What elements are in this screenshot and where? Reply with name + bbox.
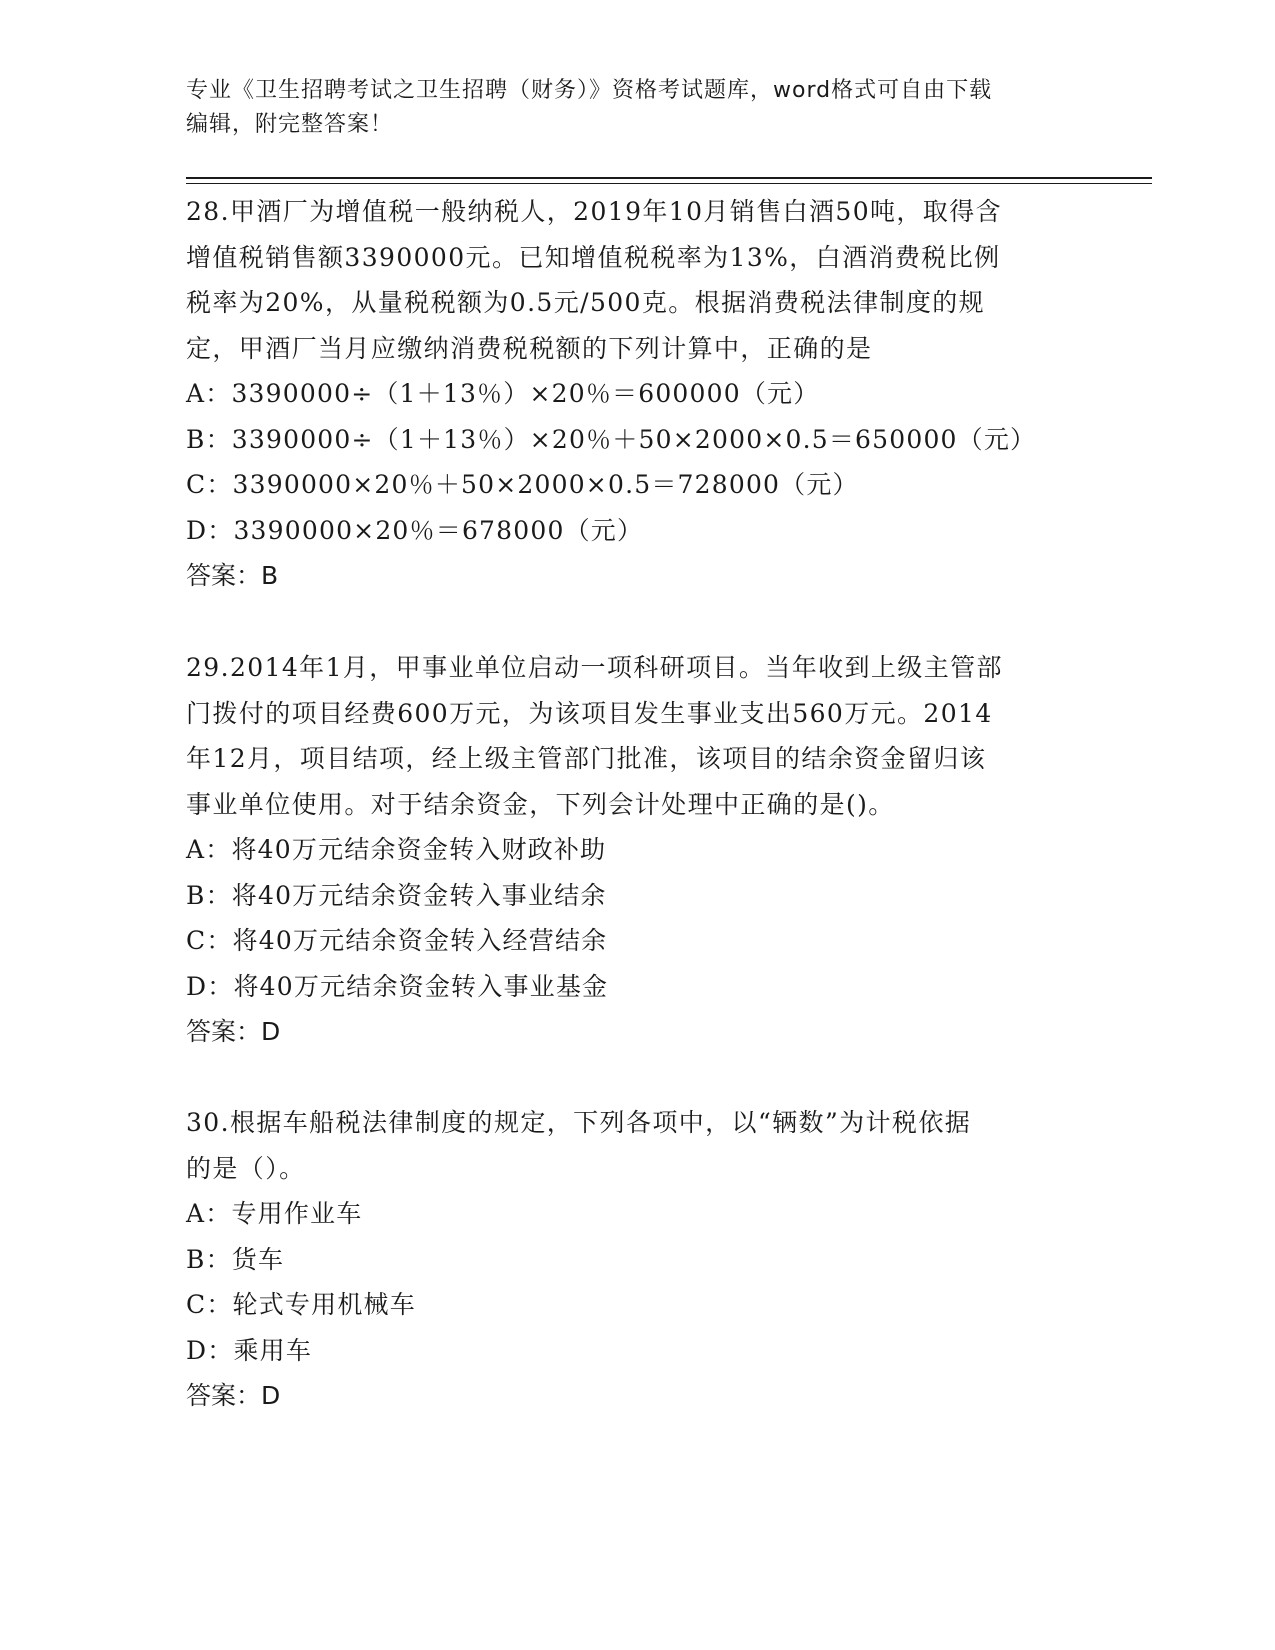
question-stem-line: 28.甲酒厂为增值税一般纳税人，2019年10月销售白酒50吨，取得含: [186, 197, 1003, 226]
option-a: A：3390000÷（1＋13％）×20％＝600000（元）: [186, 379, 820, 408]
question-30: [186, 1100, 1086, 1419]
question-29: [186, 645, 1086, 1055]
answer-label: 答案：B: [186, 561, 279, 590]
option-d: D：3390000×20％＝678000（元）: [186, 515, 644, 545]
question-stem-line: 税率为20%，从量税税额为0.5元/500克。根据消费税法律制度的规: [186, 288, 986, 317]
question-stem-line: 事业单位使用。对于结余资金，下列会计处理中正确的是()。: [186, 789, 895, 819]
question-28: [186, 189, 1086, 599]
option-b: B：3390000÷（1＋13％）×20％＋50×2000×0.5＝650000（元）: [186, 424, 1037, 454]
option-c: C：将40万元结余资金转入经营结余: [186, 926, 608, 955]
question-stem-line: 的是（）。: [186, 1153, 306, 1183]
answer-label: 答案：D: [186, 1017, 281, 1046]
document-header: [186, 74, 1076, 142]
option-b: B：将40万元结余资金转入事业结余: [186, 880, 607, 910]
question-stem-line: 门拨付的项目经费600万元，为该项目发生事业支出560万元。2014: [186, 698, 993, 728]
answer-label: 答案：D: [186, 1381, 281, 1410]
header-divider-thin: [186, 183, 1152, 184]
question-stem-line: 30.根据车船税法律制度的规定，下列各项中，以“辆数”为计税依据: [186, 1108, 972, 1137]
question-stem-line: 年12月，项目结项，经上级主管部门批准，该项目的结余资金留归该: [186, 744, 987, 773]
header-divider-thick: [186, 177, 1152, 179]
question-stem-line: 定，甲酒厂当月应缴纳消费税税额的下列计算中，正确的是: [186, 333, 873, 363]
option-b: B：货车: [186, 1244, 285, 1274]
header-line-1: 专业《卫生招聘考试之卫生招聘（财务）》资格考试题库，word格式可自由下载: [186, 78, 993, 103]
question-stem-line: 29.2014年1月，甲事业单位启动一项科研项目。当年收到上级主管部: [186, 653, 1003, 682]
option-a: A：专用作业车: [186, 1199, 363, 1228]
question-stem-line: 增值税销售额3390000元。已知增值税税率为13%，白酒消费税比例: [186, 242, 1001, 272]
option-d: D：乘用车: [186, 1335, 313, 1365]
option-a: A：将40万元结余资金转入财政补助: [186, 835, 607, 864]
option-d: D：将40万元结余资金转入事业基金: [186, 971, 609, 1001]
header-line-2: 编辑，附完整答案！: [186, 112, 394, 137]
option-c: C：轮式专用机械车: [186, 1290, 416, 1319]
option-c: C：3390000×20％＋50×2000×0.5＝728000（元）: [186, 470, 859, 499]
